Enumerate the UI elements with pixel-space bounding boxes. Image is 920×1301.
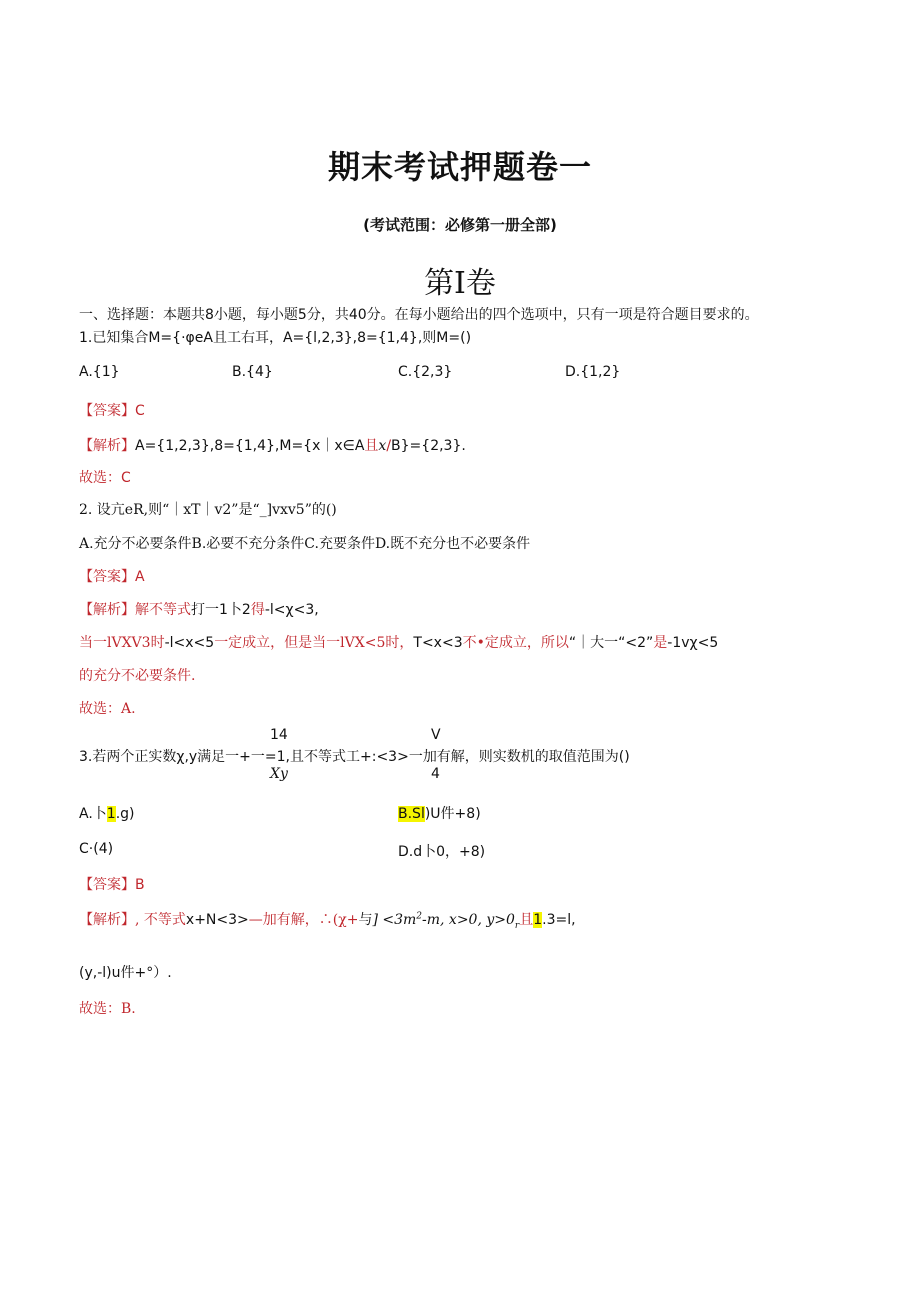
- q3-option-c: C·(4): [79, 841, 114, 857]
- q2-analysis-line-2: [79, 632, 718, 652]
- q2-answer: [79, 566, 145, 586]
- q1-analysis: [79, 435, 466, 455]
- analysis-text: -m, x>0, y>0: [422, 912, 515, 928]
- analysis-text: 打一1卜2: [191, 602, 251, 618]
- question-2-stem: 2. 设亢eR,则“｜xT｜v2”是“_]vxv5”的(): [79, 502, 337, 518]
- section-instructions: 一、选择题：本题共8小题，每小题5分，共40分。在每小题给出的四个选项中，只有一项是符合题目要求的。: [79, 307, 759, 323]
- answer-value: A: [135, 569, 145, 585]
- q3-option-a: [79, 803, 135, 823]
- question-3-stem: 3.若两个正实数χ,y满足一+一=1,且不等式工+:<3>一加有解，则实数机的取值范围为(): [79, 749, 630, 765]
- analysis-text: 解不等式: [135, 602, 191, 618]
- analysis-text: 且: [519, 912, 534, 928]
- option-text: .g): [115, 806, 135, 822]
- q3-fraction-1-numerator: 14: [270, 727, 288, 743]
- volume-heading: 第I卷: [424, 266, 496, 301]
- analysis-text: , 不等式: [135, 912, 186, 928]
- analysis-text: 时: [150, 635, 165, 651]
- analysis-text: “｜大一“<2”: [568, 635, 654, 651]
- analysis-text: /: [386, 438, 392, 454]
- q1-option-c: C.{2,3}: [398, 364, 453, 380]
- q1-answer: [79, 400, 145, 420]
- analysis-text: 一定成立，但是当一lVX<5: [214, 635, 386, 651]
- analysis-text: x+N<3>: [185, 912, 249, 928]
- analysis-text: T<x<3: [413, 635, 463, 651]
- analysis-label: 【解析】: [79, 438, 135, 454]
- answer-label: 【答案】: [79, 403, 135, 419]
- analysis-text: 当一lVXV3: [79, 635, 151, 651]
- analysis-text: —加有解，∴(χ+: [248, 912, 359, 928]
- analysis-text: 与: [358, 912, 373, 928]
- analysis-text: -l<x<5: [164, 635, 215, 651]
- q1-option-d: D.{1,2}: [565, 364, 621, 380]
- q3-analysis-line-2: (y,-l)u件+°）.: [79, 965, 172, 981]
- q3-option-d: D.d卜0，+8): [398, 844, 486, 860]
- subscript: r: [514, 920, 520, 931]
- q3-answer: [79, 874, 145, 894]
- analysis-text: 不•定成立，所以: [462, 635, 569, 651]
- q2-analysis-line-3: 的充分不必要条件.: [79, 668, 196, 684]
- analysis-text: B}={2,3}.: [391, 438, 466, 454]
- answer-value: B: [135, 877, 145, 893]
- exponent: 2: [416, 911, 423, 922]
- q3-option-b: [398, 803, 481, 823]
- q3-fraction-2-denominator: 4: [431, 766, 440, 782]
- q3-fraction-1-denominator: Xy: [270, 766, 288, 782]
- highlighted-text: 1: [106, 806, 116, 822]
- analysis-text: .3=l,: [542, 912, 576, 928]
- analysis-label: 【解析】: [79, 912, 135, 928]
- q3-analysis-line-1: [79, 909, 576, 931]
- q3-fraction-2-numerator: V: [431, 727, 441, 743]
- q1-option-a: A.{1}: [79, 364, 120, 380]
- q2-options: A.充分不必要条件B.必要不充分条件C.充要条件D.既不充分也不必要条件: [79, 536, 531, 552]
- q3-conclusion: 故选：B.: [79, 1001, 136, 1017]
- analysis-text: 得: [250, 602, 265, 618]
- exam-scope-subtitle: (考试范围：必修第一册全部): [363, 216, 557, 234]
- question-1-stem: 1.已知集合M={·φeA且工右耳，A={l,2,3},8={1,4},则M=(): [79, 330, 472, 346]
- option-text: )U件+8): [424, 806, 481, 822]
- analysis-label: 【解析】: [79, 602, 135, 618]
- analysis-text: 且: [364, 438, 379, 454]
- q1-option-b: B.{4}: [232, 364, 273, 380]
- highlighted-text: 1: [533, 912, 543, 928]
- q2-analysis-line-1: [79, 599, 319, 619]
- analysis-text: x: [378, 438, 387, 454]
- answer-label: 【答案】: [79, 877, 135, 893]
- analysis-text: 时，: [385, 635, 414, 651]
- answer-label: 【答案】: [79, 569, 135, 585]
- analysis-text: -1vχ<5: [667, 635, 719, 651]
- analysis-text: ] <3m: [372, 912, 417, 928]
- q1-conclusion: 故选：C: [79, 470, 131, 486]
- analysis-text: -l<χ<3,: [264, 602, 319, 618]
- page-title: 期末考试押题卷一: [327, 148, 592, 186]
- highlighted-text: B.Sl: [398, 806, 425, 822]
- analysis-text: 是: [653, 635, 668, 651]
- option-text: A.卜: [79, 806, 107, 822]
- q2-conclusion: 故选：A.: [79, 701, 136, 717]
- analysis-text: A={1,2,3},8={1,4},M={x｜x∈A: [135, 438, 365, 454]
- answer-value: C: [135, 403, 145, 419]
